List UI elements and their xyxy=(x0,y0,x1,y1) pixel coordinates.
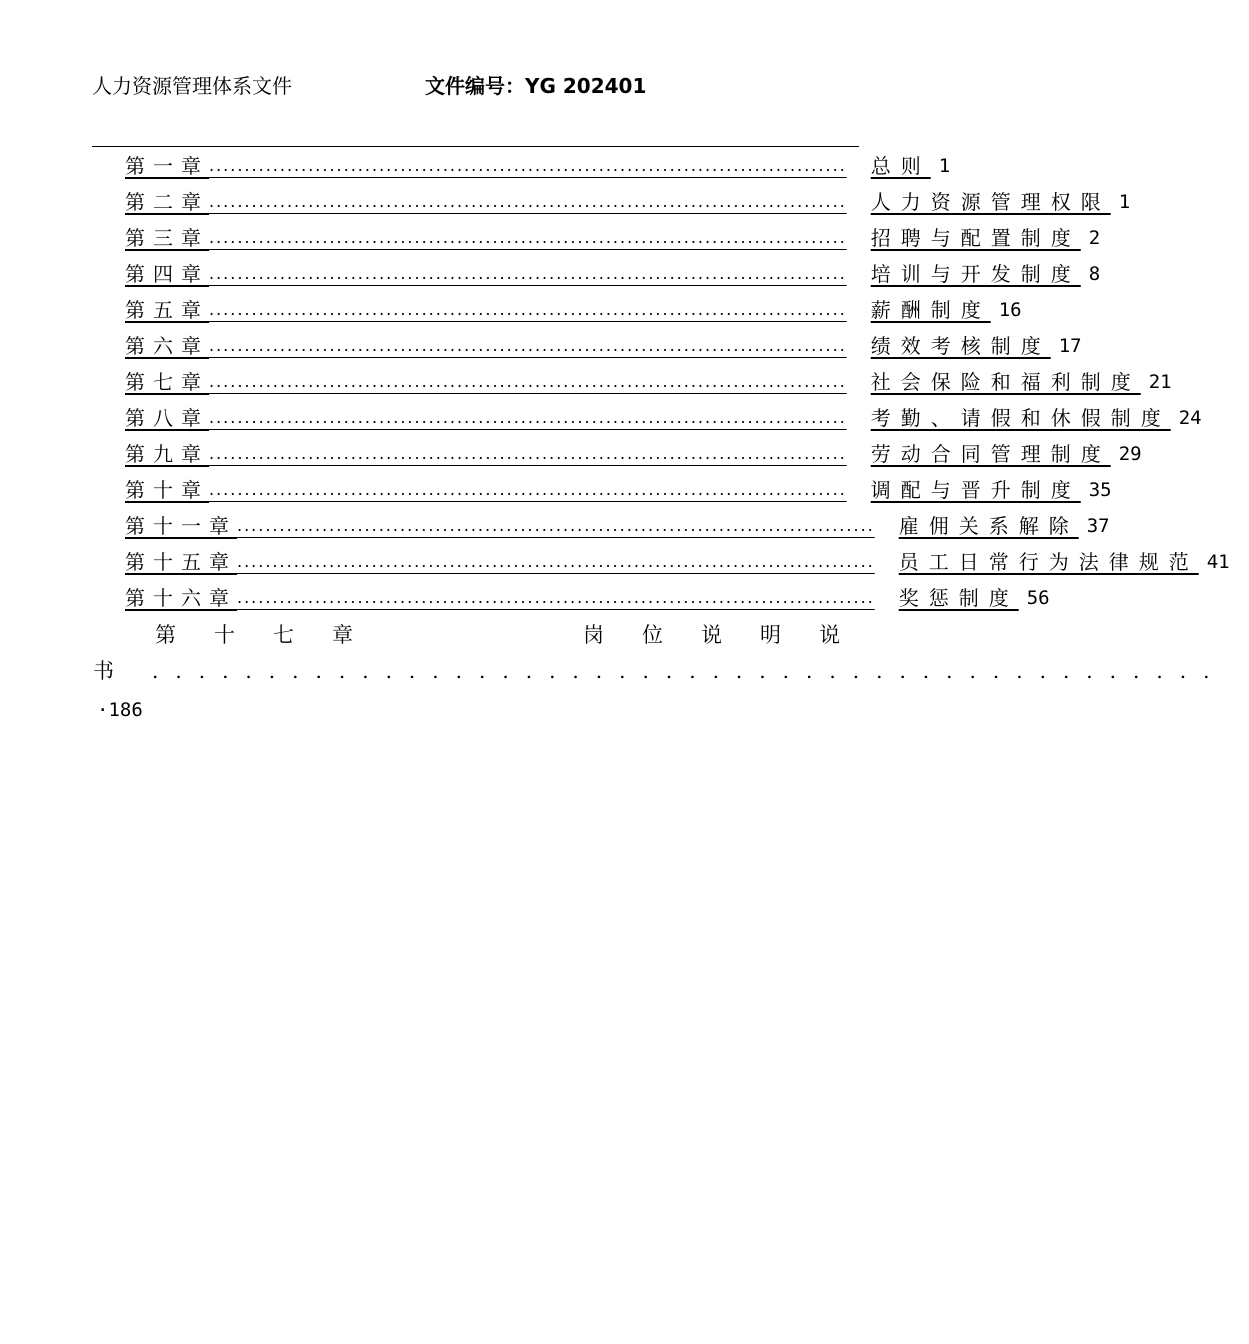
toc-chapter: 第九章 xyxy=(125,442,209,466)
toc-chapter: 第六章 xyxy=(125,334,209,358)
toc-chapter: 第二章 xyxy=(125,190,209,214)
toc-leader-dots: .......................................................................................... xyxy=(209,300,847,319)
toc-page-number: 2 xyxy=(1088,227,1101,249)
toc-chapter: 第五章 xyxy=(125,298,209,322)
toc-leader-dots: .......................................................................................... xyxy=(209,444,847,463)
toc-leader-dots: .......................................................................................... xyxy=(237,516,875,535)
toc-entry[interactable] xyxy=(125,294,1022,324)
toc-chapter: 第十五章 xyxy=(125,550,237,574)
toc-chapter: 第十一章 xyxy=(125,514,237,538)
toc-entry[interactable] xyxy=(125,582,1050,612)
toc-title: 绩效考核制度 xyxy=(870,334,1051,358)
toc-title: 员工日常行为法律规范 xyxy=(898,550,1199,574)
toc-page-number: 41 xyxy=(1206,551,1230,573)
toc-page-number: 17 xyxy=(1058,335,1082,357)
toc-entry[interactable] xyxy=(125,402,1202,432)
toc-page-number: 29 xyxy=(1118,443,1142,465)
toc-entry[interactable] xyxy=(125,330,1082,360)
toc-page-number: 35 xyxy=(1088,479,1112,501)
toc-leader-dots: .......................................................................................... xyxy=(209,480,847,499)
toc-title: 人力资源管理权限 xyxy=(870,190,1111,214)
toc-leader-dots: .......................................................................................... xyxy=(209,264,847,283)
toc-chapter: 第四章 xyxy=(125,262,209,286)
toc-leader-dots: .......................................................................................... xyxy=(237,588,875,607)
toc-chapter: 第十章 xyxy=(125,478,209,502)
document-name: 人力资源管理体系文件 xyxy=(92,74,292,98)
toc-leader-dots: .......................................................................................... xyxy=(209,372,847,391)
toc-leader-dots: .......................................................................................... xyxy=(209,156,847,175)
toc-leader-dots: .......................................................................................... xyxy=(209,336,847,355)
toc-chapter: 第七章 xyxy=(125,370,209,394)
toc-title: 培训与开发制度 xyxy=(870,262,1081,286)
toc-title: 雇佣关系解除 xyxy=(898,514,1079,538)
toc-leader-dots: .......................................................................................... xyxy=(237,552,875,571)
toc-leader-dots: .............................................. xyxy=(152,659,1227,683)
toc-page-number: 21 xyxy=(1148,371,1172,393)
toc-title: 薪酬制度 xyxy=(870,298,991,322)
toc-chapter: 第八章 xyxy=(125,406,209,430)
toc-title: 劳动合同管理制度 xyxy=(870,442,1111,466)
toc-entry[interactable] xyxy=(125,438,1142,468)
toc-title: 调配与晋升制度 xyxy=(870,478,1081,502)
toc-chapter: 第三章 xyxy=(125,226,209,250)
toc-leader-dots: .......................................................................................... xyxy=(209,192,847,211)
toc-entry[interactable] xyxy=(125,546,1230,576)
toc-title: 社会保险和福利制度 xyxy=(870,370,1141,394)
toc-entry[interactable] xyxy=(125,258,1101,288)
toc-entry[interactable] xyxy=(125,474,1112,504)
toc-page-number: 56 xyxy=(1026,587,1050,609)
toc-entry[interactable] xyxy=(125,510,1110,540)
header-divider xyxy=(92,146,859,147)
toc-leader-dots: .......................................................................................... xyxy=(209,228,847,247)
toc-title: 奖惩制度 xyxy=(898,586,1019,610)
toc-title: 考勤、请假和休假制度 xyxy=(870,406,1171,430)
toc-entry[interactable] xyxy=(125,150,951,180)
toc-page-number: ·186 xyxy=(97,699,143,721)
toc-page-number: 24 xyxy=(1178,407,1202,429)
toc-entry[interactable] xyxy=(125,366,1172,396)
toc-page-number: 37 xyxy=(1086,515,1110,537)
toc-title: 总则 xyxy=(870,154,931,178)
toc-title: 岗位说明说 xyxy=(583,623,878,647)
toc-chapter: 第十七章 xyxy=(155,623,391,647)
toc-leader-dots: .......................................................................................... xyxy=(209,408,847,427)
toc-page-number: 1 xyxy=(1118,191,1131,213)
toc-entry[interactable] xyxy=(125,186,1131,216)
toc-chapter: 第十六章 xyxy=(125,586,237,610)
toc-chapter: 第一章 xyxy=(125,154,209,178)
toc-page-number: 8 xyxy=(1088,263,1101,285)
toc-entry[interactable] xyxy=(125,222,1101,252)
toc-page-number: 16 xyxy=(998,299,1022,321)
toc-page-number: 1 xyxy=(938,155,951,177)
toc-title: 招聘与配置制度 xyxy=(870,226,1081,250)
document-number: 文件编号：YG 202401 xyxy=(425,74,647,98)
toc-title-continuation: 书 xyxy=(93,659,114,683)
